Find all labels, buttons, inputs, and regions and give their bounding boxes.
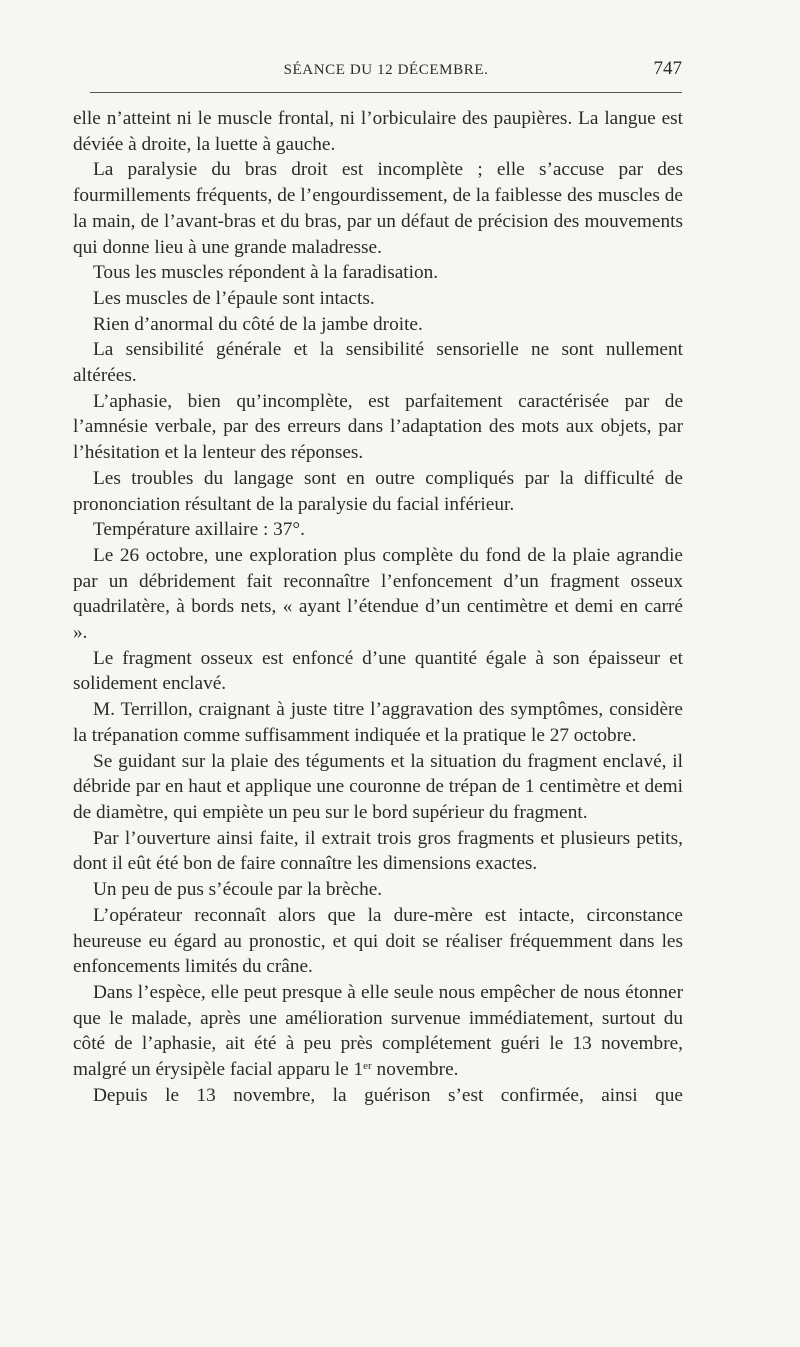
paragraph: Tous les muscles répondent à la faradisation. (93, 262, 439, 284)
ordinal-number: 1 (353, 1059, 364, 1081)
paragraph-text-end: novembre. (376, 1059, 459, 1081)
paragraph: Température axillaire : 37°. (93, 519, 305, 541)
running-header (90, 56, 682, 86)
running-header-title: SÉANCE DU 12 DÉCEMBRE. (283, 62, 489, 78)
paragraph: L’aphasie, bien qu’incomplète, est parfaitement caractérisée par de l’amnésie verbale, par des erreurs dans l’adaptation des mots aux objets, par l’hésitation et la lenteur des réponses. (73, 390, 683, 464)
paragraph: La sensibilité générale et la sensibilité sensorielle ne sont nullement altérées. (73, 339, 683, 387)
paragraph: M. Terrillon, craignant à juste titre l’aggravation des symptômes, considère la trépanation comme suffisamment indiquée et la pratique le 27 octobre. (73, 699, 683, 746)
paragraph: Par l’ouverture ainsi faite, il extrait trois gros fragments et plusieurs petits, dont il eût été bon de faire connaître les dimensions exactes. (73, 827, 683, 875)
paragraph: Le fragment osseux est enfoncé d’une quantité égale à son épaisseur et solidement enclavé. (73, 647, 683, 695)
paragraph: La paralysie du bras droit est incomplète ; elle s’accuse par des fourmillements fréquents, de l’engourdissement, de la faiblesse des muscles de la main, de l’avant-bras et du bras, par un défaut de précision des mouvements qui donne lieu à une grande maladresse. (73, 159, 683, 258)
paragraph: Se guidant sur la plaie des téguments et la situation du fragment enclavé, il débride par en haut et applique une couronne de trépan de 1 centimètre et demi de diamètre, qui empiète un peu sur le bord supérieur du fragment. (73, 750, 683, 823)
paragraph: Le 26 octobre, une exploration plus complète du fond de la plaie agrandie par un débridement fait reconnaître l’enfoncement d’un fragment osseux quadrilatère, à bords nets, « ayant l’étendue d’un centimètre et demi en carré ». (73, 544, 683, 644)
page-number: 747 (653, 58, 682, 79)
header-rule (90, 92, 682, 93)
paragraph-text: Dans l’espèce, elle peut presque à elle seule nous empêcher de nous étonner que le malade, après une amélioration survenue immédiatement, surtout du côté de l’aphasie, ait été à peu près complétement guéri le 13 novembre, malgré un érysipèle facial apparu le (73, 981, 683, 1081)
paragraph-continuation: elle n’atteint ni le muscle frontal, ni l’orbiculaire des paupières. La langue est déviée à droite, la luette à gauche. (73, 108, 683, 155)
paragraph: Les muscles de l’épaule sont intacts. (93, 287, 375, 309)
paragraph: Rien d’anormal du côté de la jambe droite. (93, 313, 423, 335)
paragraph: L’opérateur reconnaît alors que la dure-mère est intacte, circonstance heureuse eu égard au pronostic, et qui doit se réaliser fréquemment dans les enfoncements limités du crâne. (73, 904, 683, 978)
paragraph: Les troubles du langage sont en outre compliqués par la difficulté de prononciation résultant de la paralysie du facial inférieur. (73, 467, 683, 515)
body-text (73, 106, 683, 1108)
paragraph: Un peu de pus s’écoule par la brèche. (93, 879, 383, 901)
ordinal-suffix: er (363, 1060, 372, 1073)
paragraph: Depuis le 13 novembre, la guérison s’est confirmée, ainsi que (93, 1084, 683, 1106)
paragraph-with-ordinal (73, 980, 683, 1083)
